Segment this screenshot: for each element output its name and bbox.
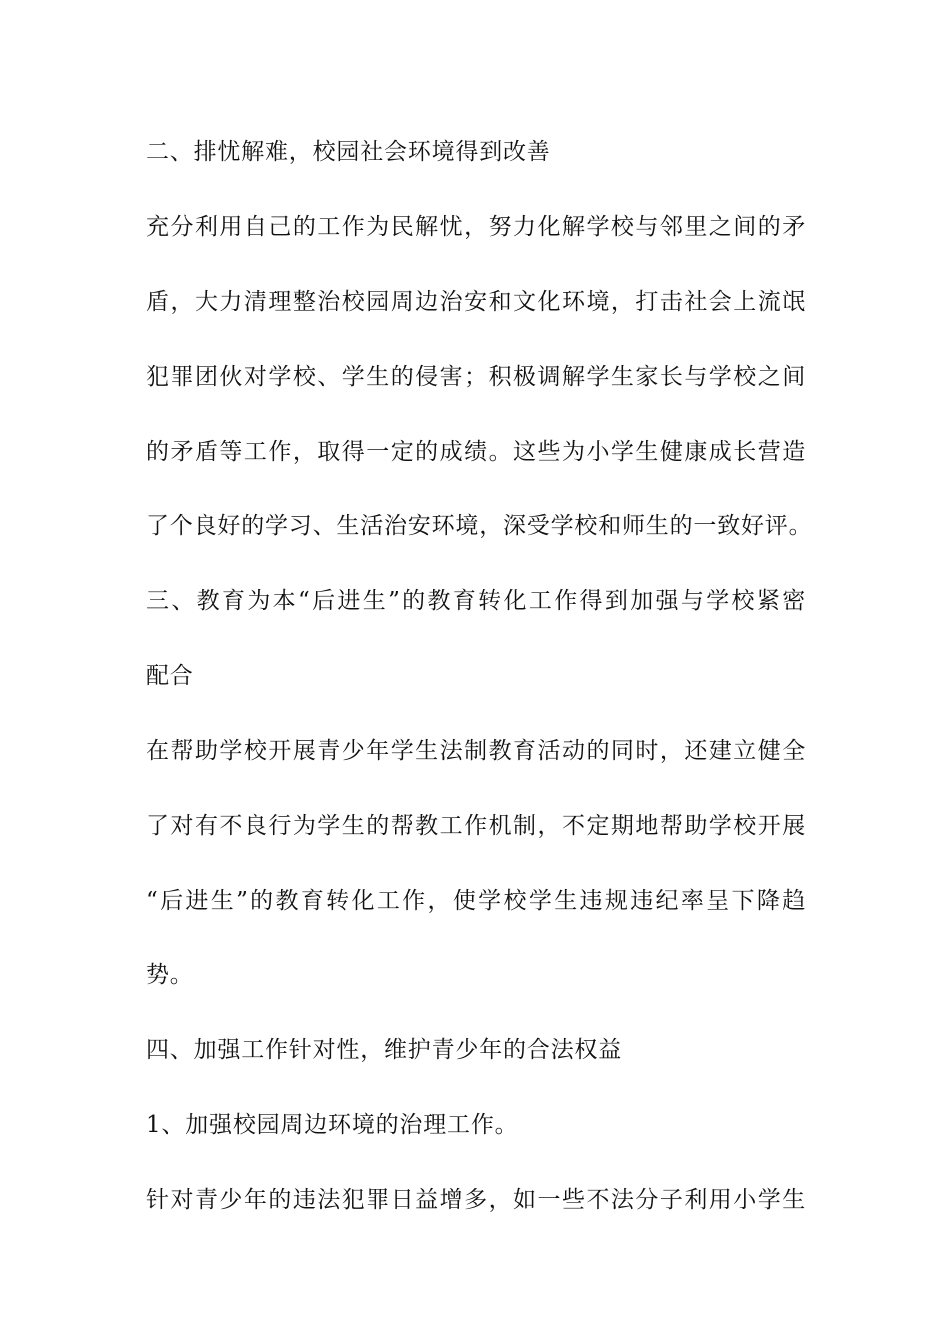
paragraph-line: 的矛盾等工作，取得一定的成绩。这些为小学生健康成长营造	[146, 439, 806, 465]
paragraph-line: 了对有不良行为学生的帮教工作机制，不定期地帮助学校开展	[146, 813, 806, 839]
section-heading-4: 四、加强工作针对性，维护青少年的合法权益	[146, 1037, 622, 1063]
section-heading-3-continued: 配合	[146, 663, 194, 689]
subsection-heading-1: 1、加强校园周边环境的治理工作。	[146, 1112, 519, 1138]
paragraph-line: 盾，大力清理整治校园周边治安和文化环境，打击社会上流氓	[146, 289, 806, 315]
paragraph-line: 势。	[146, 962, 194, 988]
paragraph-line: 针对青少年的违法犯罪日益增多，如一些不法分子利用小学生	[146, 1187, 806, 1213]
section-heading-2: 二、排忧解难，校园社会环境得到改善	[146, 139, 551, 165]
paragraph-line: “后进生”的教育转化工作，使学校学生违规违纪率呈下降趋	[146, 888, 806, 914]
paragraph-line: 犯罪团伙对学校、学生的侵害；积极调解学生家长与学校之间	[146, 364, 806, 390]
paragraph-line: 充分利用自己的工作为民解忧，努力化解学校与邻里之间的矛	[146, 214, 806, 240]
paragraph-line: 在帮助学校开展青少年学生法制教育活动的同时，还建立健全	[146, 738, 806, 764]
paragraph-line: 了个良好的学习、生活治安环境，深受学校和师生的一致好评。	[146, 513, 813, 539]
section-heading-3: 三、教育为本“后进生”的教育转化工作得到加强与学校紧密	[146, 588, 806, 614]
